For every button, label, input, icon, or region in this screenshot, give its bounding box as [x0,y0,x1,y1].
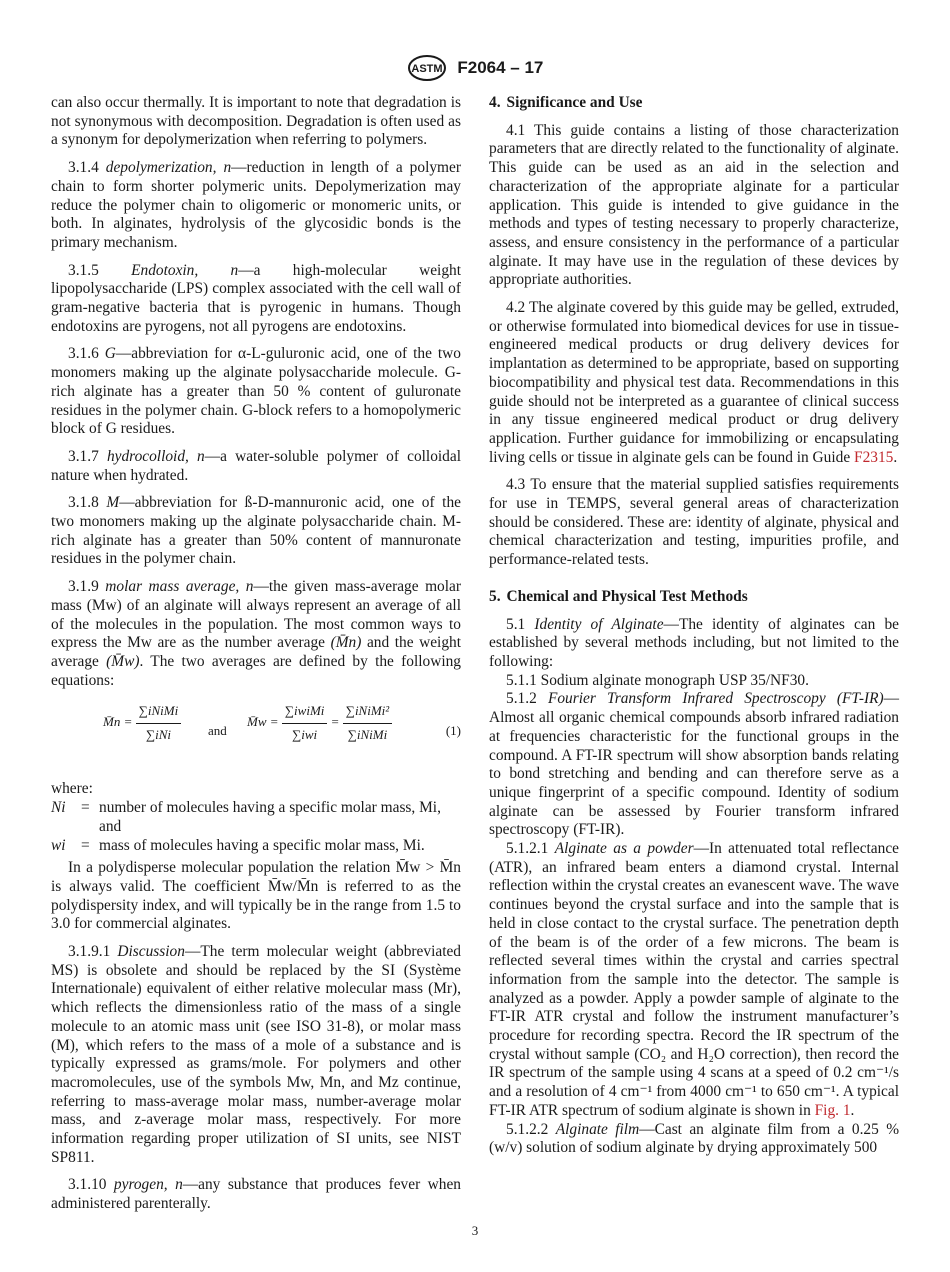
definition-3-1-7: 3.1.7 hydrocolloid, n—a water-soluble polymer of colloidal nature when hydrated. [51,447,461,484]
svg-text:ASTM: ASTM [411,63,443,75]
equation-1 [51,702,461,764]
definition-row: Ni = number of molecules having a specific molar mass, Mi, and [51,799,441,835]
definition-3-1-10: 3.1.10 pyrogen, n—any substance that produces fever when administered parenterally. [51,1176,461,1213]
right-column [489,94,899,1158]
where-label: where: [51,780,93,798]
definition-3-1-9: 3.1.9 molar mass average, n—the given mass-average molar mass (Mw) of an alginate will always represent an average of all of the molecules in the population. The most common ways to express the Mw are as the number average (M̄n) and the weight average (M̄w). The two averages are defined by the following equations: [51,578,461,689]
figure-1-link[interactable]: Fig. 1 [814,1101,851,1119]
section-5-heading: 5. Chemical and Physical Test Methods [489,587,748,605]
paragraph-5-1-2-2: 5.1.2.2 Alginate film—Cast an alginate film from a 0.25 % (w/v) solution of sodium alginate by drying approximately 500 [489,1120,900,1157]
equation-label: (1) [445,723,461,739]
definition-3-1-9-1: 3.1.9.1 Discussion—The term molecular weight (abbreviated MS) is obsolete and should be replaced by the SI (Système Internationale) equivalent of either relative molecular mass (Mr), which reflects the dimensionless ratio of the mass of a single molecule to an atomic mass unit (see ISO 31-8), or molar mass (M), which refers to the mass of a mole of a substance and is typically expressed as grams/mole. For polymers and other macromolecules, use of the symbols Mw, Mn, and Mz continue, referring to mass-average molar mass, number-average molar mass, and z-average molar mass, respectively. For more information regarding proper utilization of SI units, see NIST SP811. [51,943,461,1166]
polydispersity-paragraph: In a polydisperse molecular population the relation M̄w > M̄n is always valid. The coefficient M̄w/M̄n is referred to as the polydispersity index, and will typically be in the range from 1.5 to 3.0 for commercial alginates. [51,859,461,933]
astm-logo-icon [407,54,447,82]
paragraph-5-1-1: 5.1.1 Sodium alginate monograph USP 35/NF30. [506,671,809,689]
paragraph-4-1: 4.1 This guide contains a listing of those characterization parameters that are directly related to the functionality of alginate. This guide can be used as an aid in the selection and characterization of the appropriate alginate for a particular application. This guide is intended to give guidance in the methods and types of testing necessary to properly characterize, assess, and ensure consistency in the performance of a particular alginate. It may have use in the regulation of these devices by appropriate authorities. [489,121,899,289]
definition-3-1-5: 3.1.5 Endotoxin, n—a high-molecular weight lipopolysaccharide (LPS) complex associated with the cell wall of gram-negative bacteria that is pyrogenic in humans. Though endotoxins are pyrogens, not all pyrogens are endotoxins. [51,261,461,335]
section-4-heading: 4. Significance and Use [489,94,643,111]
paragraph-4-3: 4.3 To ensure that the material supplied satisfies requirements for use in TEMPS, several general areas of characterization should be considered. These are: identity of alginate, physical and chemical characterization and testing, impurities profile, and performance-related tests. [489,476,899,569]
paragraph-5-1-2: 5.1.2 Fourier Transform Infrared Spectroscopy (FT-IR)—Almost all organic chemical compounds absorb infrared radiation at frequencies characteristic for the functional groups in the compound. A FT-IR spectrum will show absorption bands relating to bond stretching and bending and can therefore serve as a unique fingerprint of a specific compound. Identity of sodium alginate can be assessed by Fourier transform infrared spectroscopy (FT-IR). [489,690,899,839]
definition-3-1-8: 3.1.8 M—abbreviation for ß-D-mannuronic acid, one of the two monomers making up the alginate polysaccharide chain. M-rich alginate has a greater than 50% content of mannuronate residues in the polymer chain. [51,494,461,568]
equation-and: and [208,723,227,739]
page-number: 3 [471,1223,479,1238]
document-designation: F2064 – 17 [457,58,544,77]
definition-3-1-4: 3.1.4 depolymerization, n—reduction in length of a polymer chain to form shorter polymeric units. Depolymerization may reduce the polymer chain to oligomeric or monomeric units, or both. In alginates, hydrolysis of the glycosidic bonds is the primary mechanism. [51,159,461,251]
definition-row: wi = mass of molecules having a specific molar mass, Mi. [51,836,425,854]
guide-f2315-link[interactable]: F2315 [854,448,894,466]
equation-mn: M̄n = $\frac{\text{∑iNiMi}}{\text{∑iNi}}$ [103,702,181,744]
left-column [51,94,461,1223]
definition-3-1-6: 3.1.6 G—abbreviation for α-L-guluronic acid, one of the two monomers making up the alginate polysaccharide molecule. G-rich alginate has a greater than 50 % content of guluronate residues in the polymer chain. G-block refers to a homopolymeric block of G residues. [51,345,461,438]
paragraph-continued: can also occur thermally. It is important to note that degradation is not synonymous with decomposition. Degradation is often used as a synonym for depolymerization when referring to polymers. [51,94,461,149]
paragraph-4-2: 4.2 The alginate covered by this guide may be gelled, extruded, or otherwise formulated into biomedical devices for use in tissue-engineered medical products or drug delivery devices for implantation as determined to be appropriate, based on supporting biocompatibility and physical test data. Recommendations in this guide should not be interpreted as a guarantee of clinical success in any tissue engineered medical product or drug delivery application. Further guidance for immobilizing or encapsulating living cells or tissue in alginate gels can be found in Guide F2315. [489,299,899,466]
paragraph-5-1: 5.1 Identity of Alginate—The identity of alginates can be established by several methods including, but not limited to the following: [489,615,900,670]
symbol-definitions [51,799,461,855]
paragraph-5-1-2-1: 5.1.2.1 Alginate as a powder—In attenuated total reflectance (ATR), an infrared beam enters a diamond crystal. Internal reflection within the crystal creates an evanescent wave. The wave continues beyond the crystal surface and into the sample that is held in close contact to the crystal surface. The penetration depth of the beam is of the order of a few microns. The beam is reflected several times within the crystal and carries spectral information from the sample into the detector. The sample is analyzed as a powder. Apply a powder sample of alginate to the FT-IR ATR crystal and follow the instrument manufacturer’s procedure for recording spectra. Record the IR spectrum of the crystal without sample (CO₂ and H₂O correction), then record the IR spectrum of the sample using 4 scans at a speed of 0.2 cm⁻¹/s and a resolution of 4 cm⁻¹ from 4000 cm⁻¹ to 650 cm⁻¹. A typical FT-IR ATR spectrum of sodium alginate is shown in Fig. 1. [489,840,899,1119]
page-header [0,54,950,82]
equation-mw: M̄w = $\frac{\text{∑iwiMi}}{\text{∑iwi}}$ = $\frac{\text{∑iNiMi²}}{\text{∑iNiMi}}$ [247,702,392,744]
